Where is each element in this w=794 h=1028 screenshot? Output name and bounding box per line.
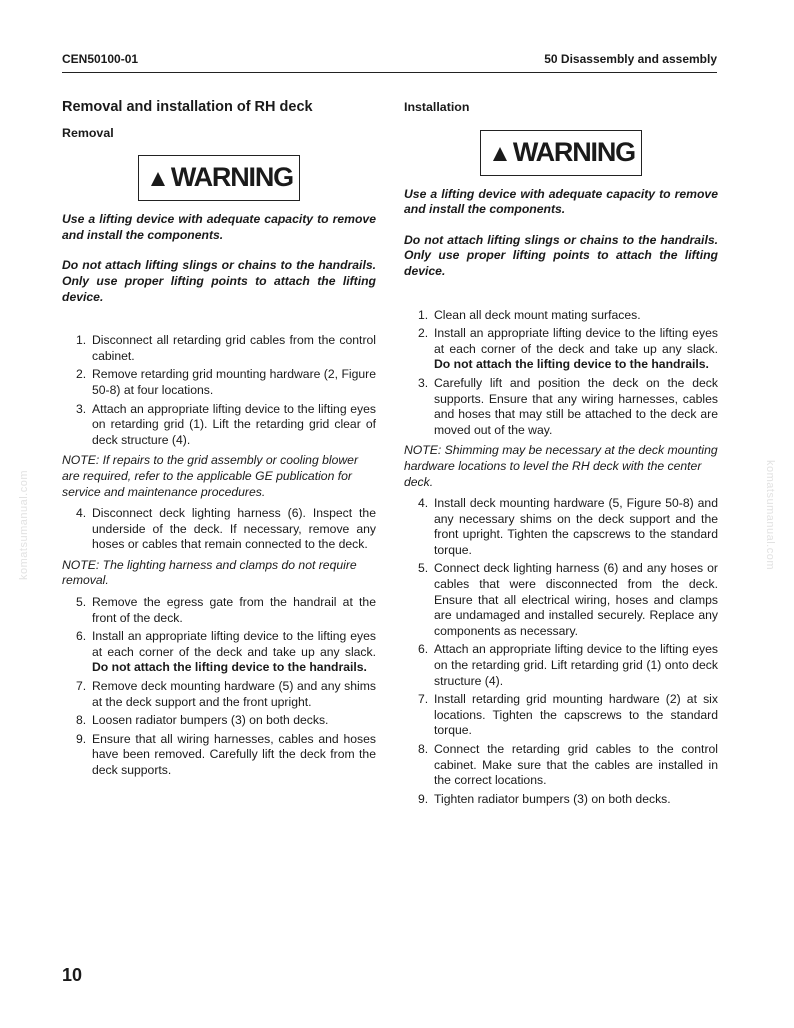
list-item: 4. Disconnect deck lighting harness (6). Inspect the underside of the deck. If necessary, remove any hoses or cables that remain connected to the deck. [76,506,376,552]
removal-steps [62,333,376,448]
right-column [404,98,718,810]
list-item: 3. Attach an appropriate lifting device to the lifting eyes on retarding grid (1). Lift the retarding grid clear of deck structure (4). [76,401,376,447]
note: NOTE: Shimming may be necessary at the deck mounting hardware locations to level the RH deck with the center deck. [404,443,718,489]
warning-sign [404,130,718,176]
installation-steps [404,308,718,439]
warning-label: WARNING [170,162,293,193]
watermark-right: komatsumanual.com [764,460,776,570]
warning-sign [62,155,376,201]
list-item: 1. Clean all deck mount mating surfaces. [418,307,641,322]
removal-steps [62,595,376,779]
list-item: 2. Remove retarding grid mounting hardware (2, Figure 50-8) at four locations. [76,367,376,397]
removal-heading: Removal [62,125,114,140]
watermark-left: komatsumanual.com [18,470,30,580]
list-item: 2. Install an appropriate lifting device to the lifting eyes at each corner of the deck and take up any slack. Do not attach the lifting device to the handrails. [418,326,718,372]
list-item: 8. Connect the retarding grid cables to the control cabinet. Make sure that the cables are installed in the correct locations. [418,742,718,788]
document-id: CEN50100-01 [62,52,139,66]
note: NOTE: If repairs to the grid assembly or cooling blower are required, refer to the applicable GE publication for service and maintenance procedures. [62,453,359,499]
warning-text: Use a lifting device with adequate capacity to remove and install the components. [62,212,376,242]
page-title: Removal and installation of RH deck [62,99,313,115]
section-title: 50 Disassembly and assembly [544,52,717,66]
list-item: 5. Remove the egress gate from the handrail at the front of the deck. [76,595,376,625]
page-number: 10 [62,965,83,985]
installation-heading: Installation [404,100,470,114]
list-item: 5. Connect deck lighting harness (6) and any hoses or cables that were disconnected from the deck. Ensure that all electrical wiring, hoses and clamps are undamaged and installed securely. Replace any components as necessary. [418,561,718,638]
list-item: 6. Install an appropriate lifting device to the lifting eyes at each corner of the deck and take up any slack. Do not attach the lifting device to the handrails. [76,629,376,675]
warning-triangle-icon: ▲ [488,139,512,167]
list-item: 9. Tighten radiator bumpers (3) on both decks. [418,791,671,806]
removal-steps [62,506,376,553]
header-rule [62,72,717,73]
warning-box [480,130,642,176]
list-item: 9. Ensure that all wiring harnesses, cables and hoses have been removed. Carefully lift the deck from the deck supports. [76,731,376,777]
left-column [62,98,376,782]
page-header [62,52,717,72]
list-item: 7. Remove deck mounting hardware (5) and any shims at the deck support and the front upright. [76,679,376,709]
list-item: 3. Carefully lift and position the deck on the deck supports. Ensure that any wiring harnesses, cables and hoses that may still be attached to the deck are moved out of the way. [418,375,718,437]
warning-text: Do not attach lifting slings or chains to the handrails. Only use proper lifting points to attach the lifting device. [62,258,376,304]
list-item: 1. Disconnect all retarding grid cables from the control cabinet. [76,333,376,363]
note: NOTE: The lighting harness and clamps do not require removal. [62,557,357,588]
list-item: 4. Install deck mounting hardware (5, Figure 50-8) and any necessary shims on the deck support and the front upright. Tighten the capscrews to the standard torque. [418,496,718,557]
list-item: 8. Loosen radiator bumpers (3) on both decks. [76,713,329,728]
list-item: 7. Install retarding grid mounting hardware (2) at six locations. Tighten the capscrews to the standard torque. [418,692,718,738]
warning-text: Do not attach lifting slings or chains to the handrails. Only use proper lifting points to attach the lifting device. [404,232,718,278]
warning-triangle-icon: ▲ [146,165,170,193]
list-item: 6. Attach an appropriate lifting device to the lifting eyes on the retarding grid. Lift retarding grid (1) onto deck structure (4). [418,642,718,688]
warning-text: Use a lifting device with adequate capacity to remove and install the components. [404,186,718,217]
warning-box [138,155,300,201]
warning-label: WARNING [512,136,635,167]
installation-steps [404,496,718,807]
